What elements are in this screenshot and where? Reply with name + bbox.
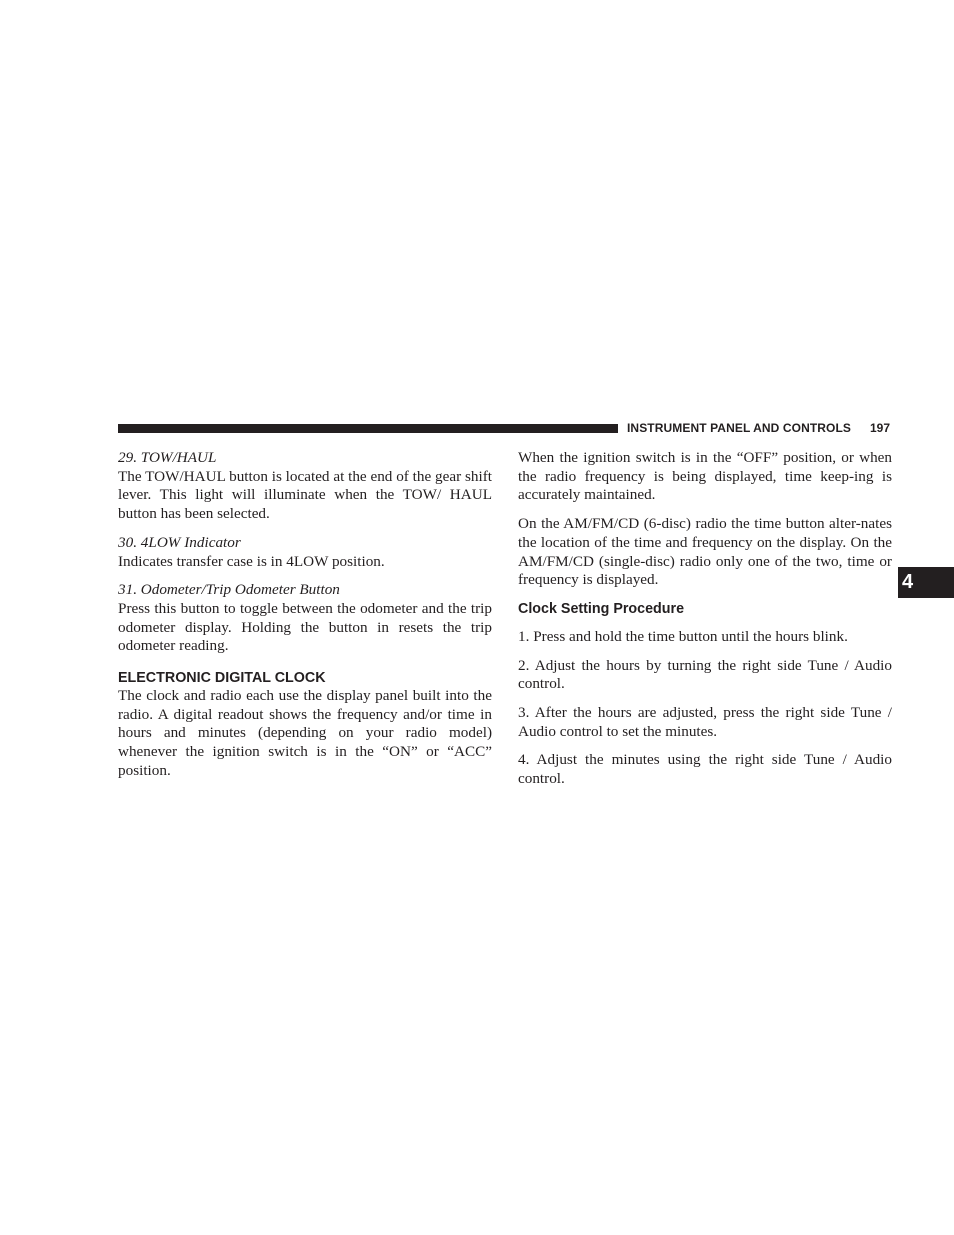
step-4: 4. Adjust the minutes using the right side Tune / Audio control. [518, 751, 892, 788]
chapter-tab: 4 [898, 567, 954, 598]
section-heading: ELECTRONIC DIGITAL CLOCK [118, 670, 326, 687]
item-31-title: 31. Odometer/Trip Odometer Button [118, 581, 340, 599]
subheading-clock-setting: Clock Setting Procedure [518, 600, 685, 617]
step-3: 3. After the hours are adjusted, press the right side Tune / Audio control to set the minutes. [518, 704, 892, 740]
step-2: 2. Adjust the hours by turning the right side Tune / Audio control. [518, 656, 892, 693]
step-1: 1. Press and hold the time button until the hours blink. [518, 627, 848, 645]
header-rule [118, 424, 618, 433]
left-column [118, 449, 492, 781]
paragraph-off-position: When the ignition switch is in the “OFF” position, or when the radio frequency is being displayed, time keep-ing is accurately maintained. [518, 449, 892, 504]
right-column [518, 449, 892, 789]
item-29-body: The TOW/HAUL button is located at the end of the gear shift lever. This light will illuminate when the TOW/ HAUL button has been selected. [118, 467, 492, 523]
running-header-title: INSTRUMENT PANEL AND CONTROLS [627, 421, 852, 435]
item-31-body: Press this button to toggle between the odometer and the trip odometer display. Holding the button in resets the trip odometer reading. [118, 599, 492, 655]
item-29-title: 29. TOW/HAUL [118, 449, 217, 466]
section-body: The clock and radio each use the display panel built into the radio. A digital readout shows the frequency and/or time in hours and minutes (depending on your radio model) whenever the ignition switch is in the “ON” or “ACC” position. [118, 687, 492, 779]
item-30-title: 30. 4LOW Indicator [118, 533, 241, 551]
paragraph-radio-display: On the AM/FM/CD (6-disc) radio the time button alter-nates the location of the time and frequency on the display. On the AM/FM/CD (single-disc) radio only one of the two, time or frequency is displayed. [518, 515, 892, 589]
page-number: 197 [870, 421, 891, 435]
item-30-body: Indicates transfer case is in 4LOW position. [118, 552, 385, 570]
